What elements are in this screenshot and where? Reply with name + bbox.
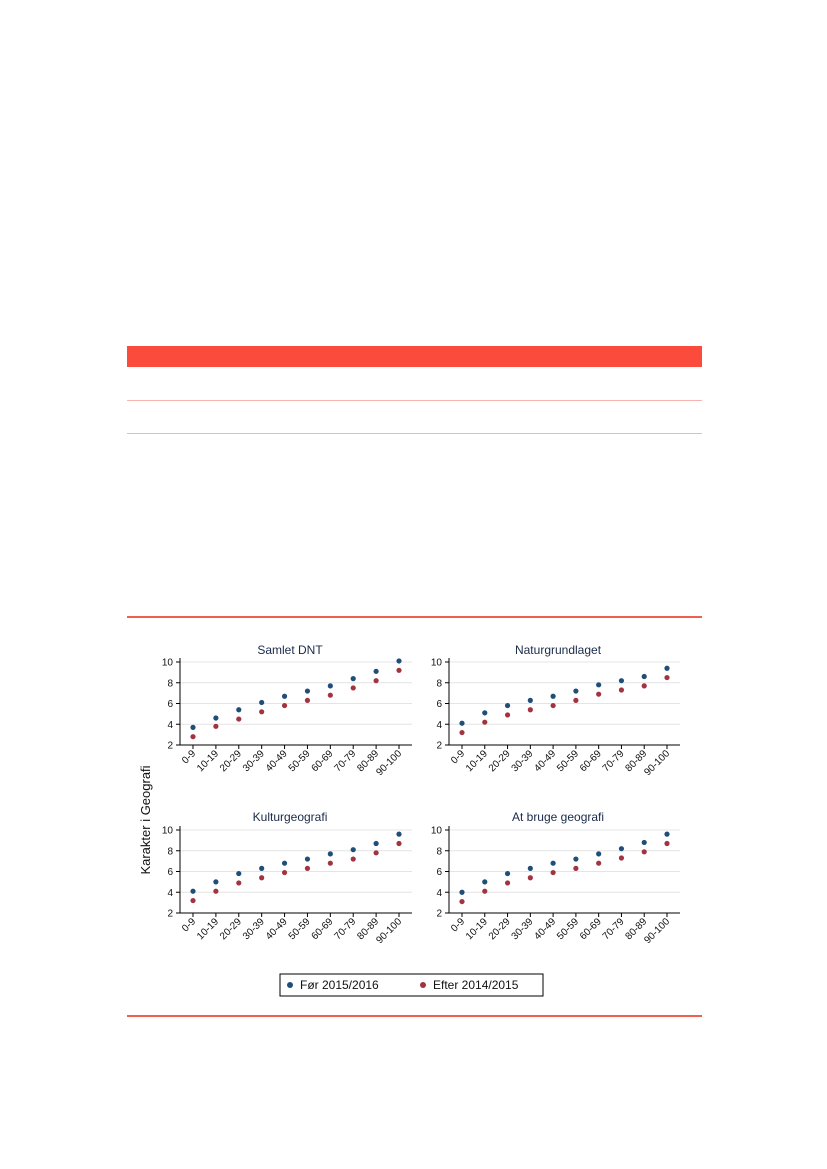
point-after <box>236 880 241 885</box>
x-tick-label: 40-49 <box>263 748 290 775</box>
point-after <box>619 855 624 860</box>
point-after <box>351 856 356 861</box>
point-before <box>482 879 487 884</box>
table-row <box>127 367 702 401</box>
point-before <box>596 851 601 856</box>
y-tick-label: 10 <box>161 657 173 669</box>
x-tick-label: 0-9 <box>180 748 199 767</box>
y-tick-label: 6 <box>436 867 442 878</box>
point-after <box>482 889 487 894</box>
point-after <box>396 668 401 673</box>
y-tick-label: 2 <box>167 908 173 920</box>
legend-label-after: Efter 2014/2015 <box>433 978 519 992</box>
x-tick-label: 20-29 <box>486 916 513 943</box>
point-before <box>619 678 624 683</box>
point-before <box>642 840 647 845</box>
x-tick-label: 10-19 <box>195 748 222 775</box>
point-before <box>396 658 401 663</box>
point-before <box>328 683 333 688</box>
y-tick-label: 6 <box>167 699 173 710</box>
panel-title: At bruge geografi <box>511 810 605 824</box>
y-tick-label: 2 <box>436 740 442 752</box>
point-after <box>664 841 669 846</box>
point-before <box>374 841 379 846</box>
x-tick-label: 90-100 <box>374 748 405 779</box>
point-after <box>259 875 264 880</box>
table-row <box>127 401 702 434</box>
point-before <box>236 707 241 712</box>
point-before <box>459 721 464 726</box>
point-before <box>351 847 356 852</box>
x-tick-label: 30-39 <box>240 916 267 943</box>
x-tick-label: 80-89 <box>623 916 650 943</box>
x-tick-label: 60-69 <box>577 748 604 775</box>
point-after <box>551 703 556 708</box>
point-before <box>282 861 287 866</box>
point-before <box>374 669 379 674</box>
x-tick-label: 30-39 <box>509 916 536 943</box>
x-tick-label: 10-19 <box>464 916 490 943</box>
point-after <box>573 698 578 703</box>
point-after <box>482 720 487 725</box>
x-tick-label: 20-29 <box>218 748 244 775</box>
point-after <box>351 685 356 690</box>
point-before <box>259 700 264 705</box>
point-after <box>374 850 379 855</box>
x-tick-label: 0-9 <box>449 916 468 935</box>
x-tick-label: 60-69 <box>309 748 336 775</box>
point-before <box>282 694 287 699</box>
x-tick-label: 10-19 <box>464 748 490 775</box>
panel-kulturgeografi <box>162 810 412 946</box>
x-tick-label: 20-29 <box>218 916 244 943</box>
point-before <box>259 866 264 871</box>
point-before <box>190 889 195 894</box>
point-before <box>213 879 218 884</box>
point-before <box>305 856 310 861</box>
x-tick-label: 70-79 <box>332 748 359 775</box>
point-after <box>528 875 533 880</box>
point-after <box>396 841 401 846</box>
legend <box>280 974 543 996</box>
point-before <box>305 688 310 693</box>
point-after <box>305 698 310 703</box>
point-before <box>528 866 533 871</box>
x-tick-label: 40-49 <box>263 916 290 943</box>
point-before <box>396 832 401 837</box>
point-after <box>374 678 379 683</box>
y-tick-label: 8 <box>167 678 173 690</box>
x-tick-label: 70-79 <box>600 748 627 775</box>
table-header-bar <box>127 346 702 367</box>
point-after <box>619 687 624 692</box>
point-before <box>551 861 556 866</box>
point-after <box>190 898 195 903</box>
point-before <box>351 676 356 681</box>
x-tick-label: 60-69 <box>309 916 336 943</box>
point-before <box>664 666 669 671</box>
y-tick-label: 10 <box>430 825 442 837</box>
x-tick-label: 50-59 <box>286 916 313 943</box>
point-after <box>190 734 195 739</box>
panel-naturgrundlaget <box>431 643 680 778</box>
point-before <box>573 856 578 861</box>
y-tick-label: 6 <box>167 867 173 878</box>
point-before <box>619 846 624 851</box>
point-after <box>259 709 264 714</box>
y-tick-label: 2 <box>436 908 442 920</box>
y-axis-label: Karakter i Geografi <box>138 765 153 875</box>
point-after <box>596 861 601 866</box>
point-after <box>328 861 333 866</box>
x-tick-label: 90-100 <box>374 916 405 947</box>
point-after <box>282 870 287 875</box>
x-tick-label: 50-59 <box>555 916 582 943</box>
figure-top-rule <box>127 616 702 618</box>
point-before <box>596 682 601 687</box>
legend-label-before: Før 2015/2016 <box>300 978 379 992</box>
point-after <box>328 693 333 698</box>
point-before <box>551 694 556 699</box>
y-tick-label: 8 <box>436 846 442 858</box>
point-before <box>528 698 533 703</box>
point-before <box>459 890 464 895</box>
x-tick-label: 50-59 <box>555 748 582 775</box>
x-tick-label: 50-59 <box>286 748 313 775</box>
x-tick-label: 0-9 <box>180 916 199 935</box>
point-after <box>642 683 647 688</box>
point-before <box>505 703 510 708</box>
panel-at-bruge-geografi <box>431 810 680 946</box>
point-before <box>642 674 647 679</box>
x-tick-label: 30-39 <box>240 748 267 775</box>
point-before <box>573 688 578 693</box>
x-tick-label: 70-79 <box>332 916 359 943</box>
x-tick-label: 80-89 <box>623 748 650 775</box>
point-before <box>236 871 241 876</box>
panel-title: Naturgrundlaget <box>514 643 602 657</box>
point-after <box>213 724 218 729</box>
y-tick-label: 8 <box>436 678 442 690</box>
x-tick-label: 80-89 <box>355 748 382 775</box>
point-after <box>551 870 556 875</box>
x-tick-label: 0-9 <box>449 748 468 767</box>
x-tick-label: 10-19 <box>195 916 222 943</box>
x-tick-label: 60-69 <box>577 916 604 943</box>
point-after <box>505 712 510 717</box>
point-after <box>505 880 510 885</box>
panel-title: Samlet DNT <box>257 643 323 657</box>
point-after <box>236 716 241 721</box>
x-tick-label: 40-49 <box>532 748 559 775</box>
y-tick-label: 4 <box>167 887 173 899</box>
point-after <box>213 889 218 894</box>
figure-bottom-rule <box>127 1015 702 1017</box>
y-tick-label: 2 <box>167 740 173 752</box>
x-tick-label: 40-49 <box>532 916 559 943</box>
point-after <box>305 866 310 871</box>
figure <box>127 620 702 1012</box>
y-tick-label: 4 <box>436 887 442 899</box>
y-tick-label: 4 <box>167 719 173 731</box>
y-tick-label: 8 <box>167 846 173 858</box>
y-tick-label: 4 <box>436 719 442 731</box>
point-before <box>190 725 195 730</box>
point-after <box>596 692 601 697</box>
point-before <box>505 871 510 876</box>
x-tick-label: 80-89 <box>355 916 382 943</box>
x-tick-label: 20-29 <box>486 748 513 775</box>
legend-marker-before <box>287 982 293 988</box>
point-before <box>213 715 218 720</box>
x-tick-label: 30-39 <box>509 748 536 775</box>
point-before <box>482 710 487 715</box>
point-after <box>642 849 647 854</box>
legend-marker-after <box>420 982 426 988</box>
point-before <box>664 832 669 837</box>
y-tick-label: 10 <box>430 657 442 669</box>
panel-samlet-dnt <box>162 643 412 778</box>
point-after <box>282 703 287 708</box>
y-tick-label: 10 <box>161 825 173 837</box>
x-tick-label: 70-79 <box>600 916 627 943</box>
point-after <box>528 707 533 712</box>
x-tick-label: 90-100 <box>642 916 673 947</box>
point-before <box>328 851 333 856</box>
y-tick-label: 6 <box>436 699 442 710</box>
point-after <box>664 675 669 680</box>
point-after <box>573 866 578 871</box>
panel-title: Kulturgeografi <box>252 810 328 824</box>
x-tick-label: 90-100 <box>642 748 673 779</box>
point-after <box>459 730 464 735</box>
point-after <box>459 899 464 904</box>
